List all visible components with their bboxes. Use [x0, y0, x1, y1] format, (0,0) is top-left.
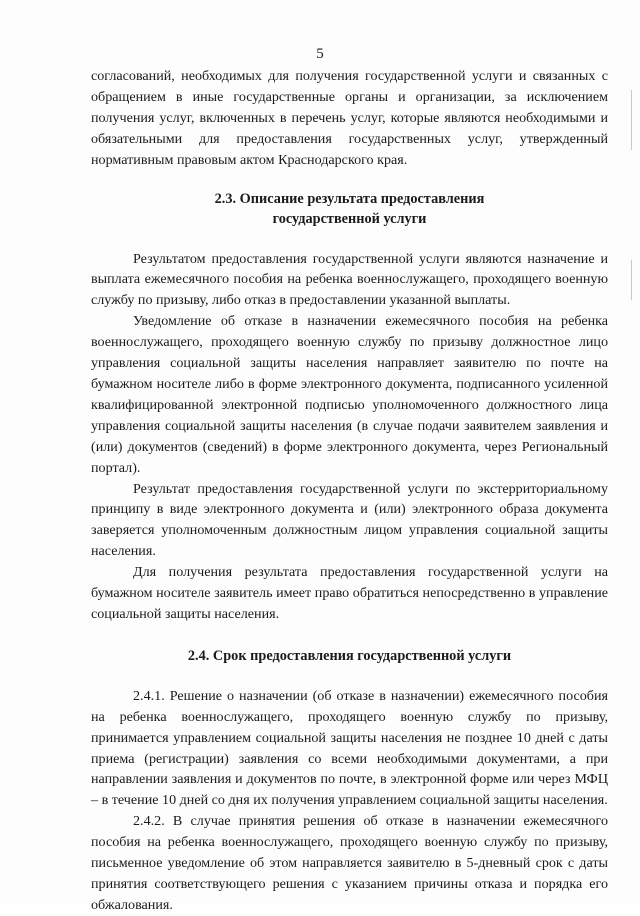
section-2-4-paragraph: 2.4.1. Решение о назначении (об отказе в назначении) ежемесячного пособия на ребенка военнослужащего, проходящего военную службу по призыву, принимается управлением социальной защиты населения не позднее 10 дней с даты приема (регистрации) заявления со всеми необходимыми документами, а при направлении заявления и документов по почте, в электронной форме или через МФЦ – в течение 10 дней со дня их получения управлением социальной защиты населения.	[91, 687, 608, 809]
document-body	[91, 66, 608, 916]
section-2-3-heading	[91, 189, 608, 229]
scan-margin-mark	[631, 260, 632, 300]
intro-paragraph: согласований, необходимых для получения государственной услуги и связанных с обращением в иные государственные органы и организации, за исключением получения услуг, включенных в перечень услуг, которые являются необходимыми и обязательными для предоставления государственных услуг, утвержденный нормативным правовым актом Краснодарского края.	[91, 68, 608, 168]
section-2-3-heading-line1: 2.3. Описание результата предоставления	[214, 190, 485, 207]
section-2-4-heading: 2.4. Срок предоставления государственной услуги	[187, 647, 512, 664]
section-2-4-paragraph: 2.4.2. В случае принятия решения об отказе в назначении ежемесячного пособия на ребенка военнослужащего, проходящего военную службу по призыву, письменное уведомление об этом направляется заявителю в 5-дневный срок с даты принятия соответствующего решения с указанием причины отказа и порядка его обжалования.	[91, 813, 608, 913]
scan-margin-mark	[631, 90, 632, 150]
section-2-3-paragraph: Уведомление об отказе в назначении ежемесячного пособия на ребенка военнослужащего, проходящего военную службу по призыву должностное лицо управления социальной защиты населения направляет заявителю по почте на бумажном носителе либо в форме электронного документа, подписанного усиленной квалифицированной электронной подписью уполномоченного должностного лица управления социальной защиты населения (в случае подачи заявителем заявления и (или) документов (сведений) в форме электронного документа, через Региональный портал).	[91, 313, 608, 476]
section-2-3-paragraph: Результат предоставления государственной услуги по экстерриториальному принципу в виде электронного документа и (или) электронного образа документа заверяется уполномоченным должностным лицом управления социальной защиты населения.	[91, 480, 608, 560]
section-2-3-heading-line2: государственной услуги	[272, 210, 427, 227]
section-2-3-paragraph: Результатом предоставления государственной услуги являются назначение и выплата ежемесячного пособия на ребенка военнослужащего, проходящего военную службу по призыву, либо отказ в предоставлении указанной выплаты.	[91, 250, 608, 309]
page-number: 5	[316, 46, 324, 62]
section-2-3-paragraph: Для получения результата предоставления государственной услуги на бумажном носителе заявитель имеет право обратиться непосредственно в управление социальной защиты населения.	[91, 564, 608, 622]
